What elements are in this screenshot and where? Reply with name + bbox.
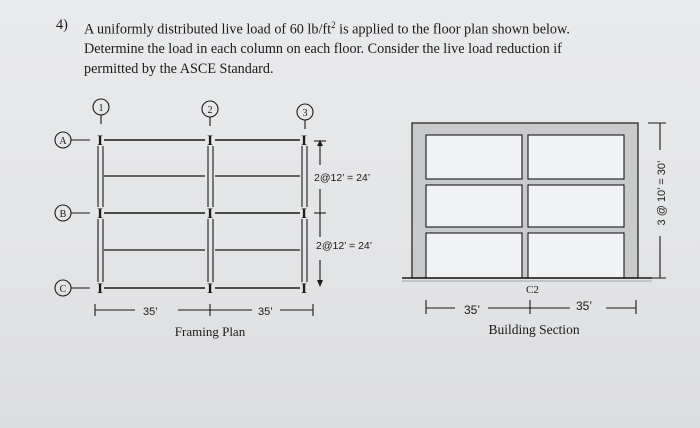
column-label-1: 1 [98, 103, 104, 114]
girders [104, 140, 300, 288]
section-height-label: 3 @ 10’ = 30’ [656, 160, 668, 226]
row-label-c: C [59, 284, 67, 295]
building-section-caption: Building Section [488, 322, 580, 337]
column-b3: I [301, 206, 307, 222]
problem-line-2: Determine the load in each column on each floor. Consider the live load reduction if [84, 41, 562, 58]
problem-number: 4) [56, 17, 68, 33]
column-bubble-3 [297, 104, 313, 129]
plan-span-right: 35’ [258, 306, 273, 318]
column-label-3: 3 [302, 108, 308, 119]
problem-line-1-superscript: 2 [331, 20, 336, 30]
column-a3: I [301, 133, 307, 149]
column-girders [98, 146, 307, 282]
section-span-left: 35’ [464, 303, 481, 317]
section-column-label: C2 [526, 284, 539, 296]
bay-top-right [528, 135, 624, 179]
problem-line-3: permitted by the ASCE Standard. [84, 60, 274, 77]
bay-bottom-left [426, 233, 522, 278]
row-bubble-a [55, 132, 90, 148]
column-a2: I [207, 133, 213, 149]
column-bubble-1 [93, 99, 109, 124]
column-symbols [97, 133, 307, 297]
problem-line-1-text-b: is applied to the floor plan shown below. [335, 21, 570, 38]
column-b1: I [97, 206, 103, 222]
column-bubble-2 [202, 101, 218, 126]
bay-middle-right [528, 185, 624, 227]
row-bubble-b [55, 205, 90, 221]
bay-middle-left [426, 185, 522, 227]
bay-top-left [426, 135, 522, 179]
row-bubble-c [55, 280, 90, 296]
column-c2: I [207, 281, 213, 297]
spacing-lower-label: 2@12’ = 24’ [316, 240, 373, 252]
vertical-dimension [314, 140, 326, 287]
horizontal-dimension-section [426, 300, 636, 314]
column-label-2: 2 [207, 105, 213, 116]
column-c1: I [97, 281, 103, 297]
row-label-b: B [59, 209, 67, 220]
row-label-a: A [59, 136, 67, 147]
framing-plan [55, 99, 372, 339]
section-span-right: 35’ [576, 299, 593, 313]
column-c3: I [301, 281, 307, 297]
bay-bottom-right [528, 233, 624, 278]
column-a1: I [97, 133, 103, 149]
column-b2: I [207, 206, 213, 222]
problem-line-1-text-a: A uniformly distributed live load of 60 lb/ft [84, 21, 332, 38]
spacing-upper-label: 2@12’ = 24’ [314, 172, 371, 184]
building-section [402, 123, 668, 337]
framing-plan-caption: Framing Plan [174, 324, 246, 339]
plan-span-left: 35’ [143, 306, 158, 318]
horizontal-dimension-plan [95, 304, 313, 316]
